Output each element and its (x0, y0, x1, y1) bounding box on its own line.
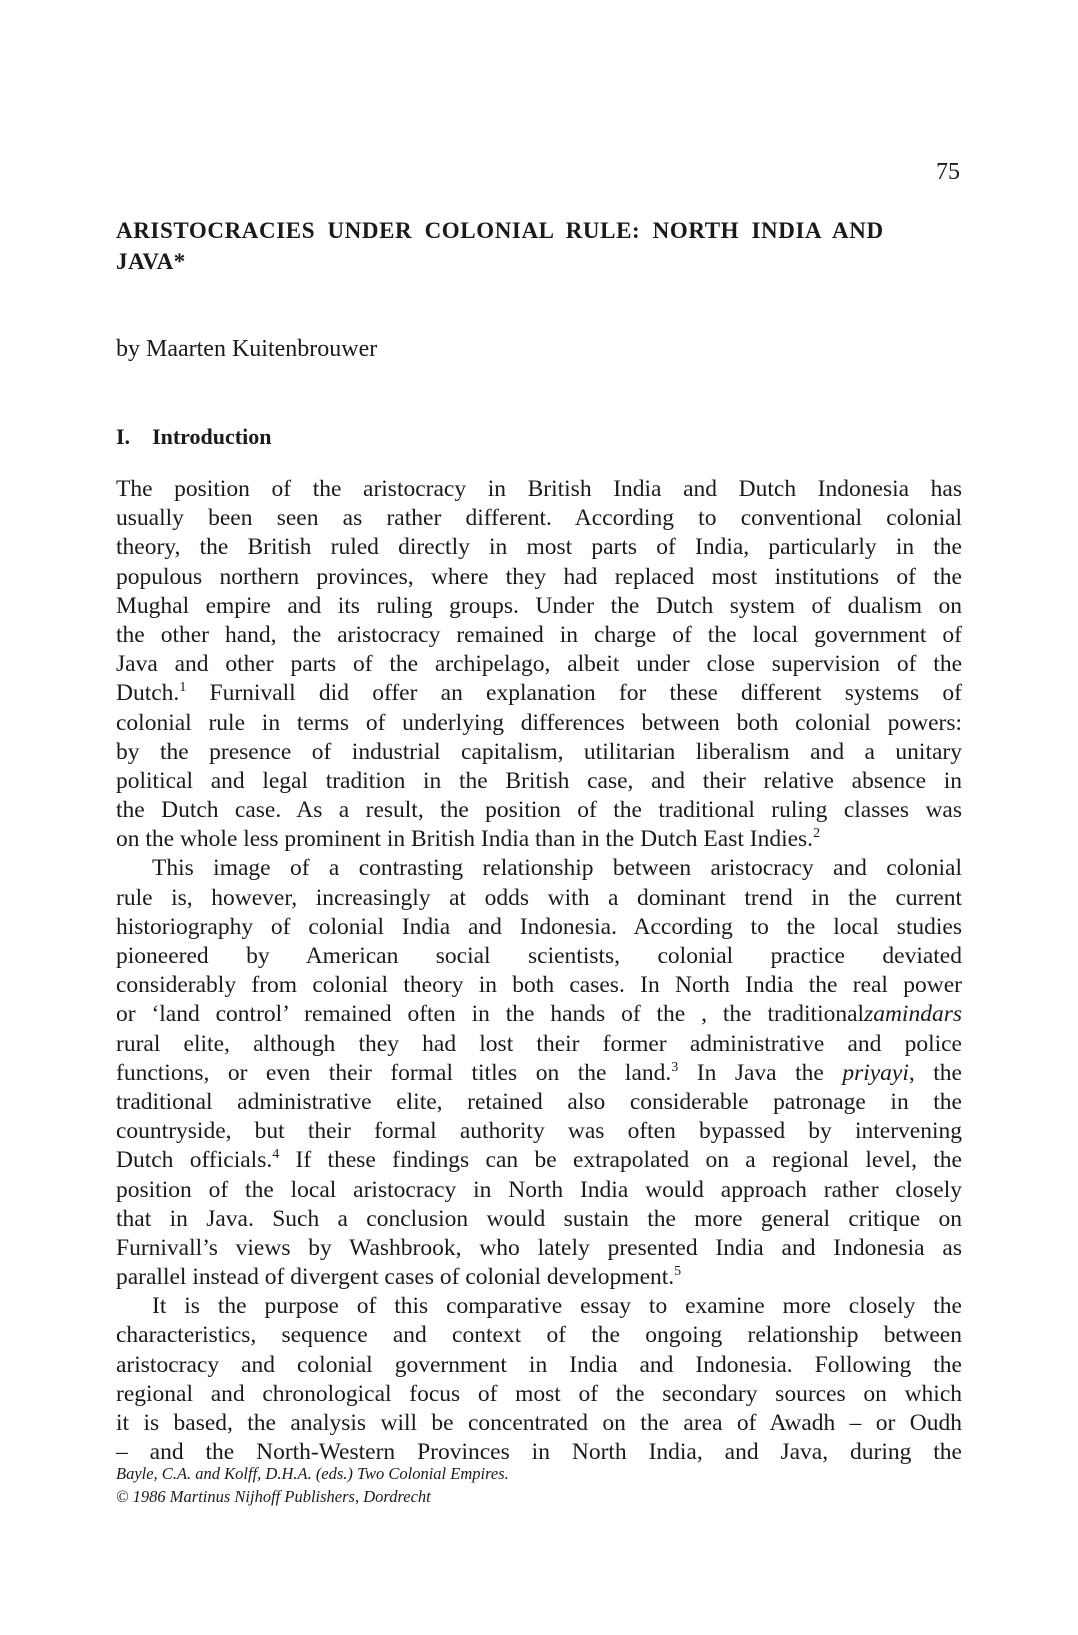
text-line: rule is, however, increasingly at odds with a dominant trend in the current (116, 884, 962, 911)
footnote-ref: 4 (272, 1147, 280, 1163)
citation-line: Bayle, C.A. and Kolff, D.H.A. (eds.) Two Colonial Empires. (116, 1464, 509, 1483)
article-title: ARISTOCRACIES UNDER COLONIAL RULE: NORTH INDIA AND JAVA* (116, 218, 884, 274)
text-line: on the whole less prominent in British India than in the Dutch East Indies.$^2$ (116, 826, 821, 853)
text-line: position of the local aristocracy in North India would approach rather closely (116, 1176, 962, 1203)
text-line: Dutch officials.$^4$ If these findings can be extrapolated on a regional level, the (116, 1147, 962, 1174)
text-line: it is based, the analysis will be concentrated on the area of Awadh – or Oudh (116, 1410, 962, 1436)
footnote-ref: 5 (674, 1264, 682, 1280)
footnote-ref: 1 (179, 680, 187, 696)
text-line: political and legal tradition in the British case, and their relative absence in (116, 767, 962, 794)
body-text (116, 475, 962, 1467)
copyright-line: © 1986 Martinus Nijhoff Publishers, Dordrecht (116, 1487, 431, 1506)
text-line: or ‘land control’ remained often in the hands of the , the traditionalzamindars (116, 1001, 962, 1028)
text-line: traditional administrative elite, retained also considerable patronage in the (116, 1088, 962, 1115)
italic-term: priyayi (842, 1059, 909, 1086)
text-line: The position of the aristocracy in British India and Dutch Indonesia has (116, 476, 962, 502)
text-line: the other hand, the aristocracy remained in charge of the local government of (116, 621, 962, 648)
text-line: rural elite, although they had lost their former administrative and police (116, 1030, 962, 1057)
text-line: Java and other parts of the archipelago, albeit under close supervision of the (116, 651, 962, 678)
text-line: usually been seen as rather different. According to conventional colonial (116, 505, 962, 532)
section-title: Introduction (152, 424, 272, 449)
text-line: Mughal empire and its ruling groups. Under the Dutch system of dualism on (116, 592, 962, 619)
text-line: theory, the British ruled directly in most parts of India, particularly in the (116, 534, 962, 561)
text-line: Dutch.$^1$ Furnivall did offer an explanation for these different systems of (116, 680, 962, 707)
publication-footer (116, 1462, 509, 1508)
footnote-ref: 2 (813, 826, 821, 842)
text-line: Furnivall’s views by Washbrook, who lately presented India and Indonesia as (116, 1234, 962, 1261)
text-line: regional and chronological focus of most of the secondary sources on which (116, 1380, 962, 1407)
footnote-ref: 3 (671, 1059, 679, 1075)
text-line: aristocracy and colonial government in India and Indonesia. Following the (116, 1351, 962, 1378)
text-line: that in Java. Such a conclusion would sustain the more general critique on (116, 1205, 962, 1232)
text-line: parallel instead of divergent cases of colonial development.$^5$ (116, 1264, 682, 1291)
text-line: the Dutch case. As a result, the position of the traditional ruling classes was (116, 797, 962, 824)
italic-term: zamindars (864, 1001, 962, 1028)
text-line: – and the North-Western Provinces in North India, and Java, during the (116, 1439, 962, 1466)
text-line: by the presence of industrial capitalism, utilitarian liberalism and a unitary (116, 738, 962, 765)
text-line: This image of a contrasting relationship between aristocracy and colonial (152, 855, 962, 882)
text-line: historiography of colonial India and Indonesia. According to the local studies (116, 913, 962, 940)
text-line: colonial rule in terms of underlying differences between both colonial powers: (116, 709, 962, 736)
text-line: pioneered by American social scientists, colonial practice deviated (116, 943, 962, 969)
text-line: populous northern provinces, where they had replaced most institutions of the (116, 563, 962, 590)
text-line: functions, or even their formal titles on the land.$^3$ In Java the priyayi, the (116, 1059, 962, 1086)
text-line: It is the purpose of this comparative essay to examine more closely the (152, 1293, 962, 1320)
page-number: 75 (936, 159, 960, 185)
author-byline: by Maarten Kuitenbrouwer (116, 336, 378, 362)
text-line: countryside, but their formal authority was often bypassed by intervening (116, 1118, 962, 1145)
section-heading (116, 422, 271, 452)
text-line: considerably from colonial theory in both cases. In North India the real power (116, 972, 962, 999)
text-line: characteristics, sequence and context of the ongoing relationship between (116, 1322, 962, 1349)
section-number: I. (116, 424, 131, 449)
